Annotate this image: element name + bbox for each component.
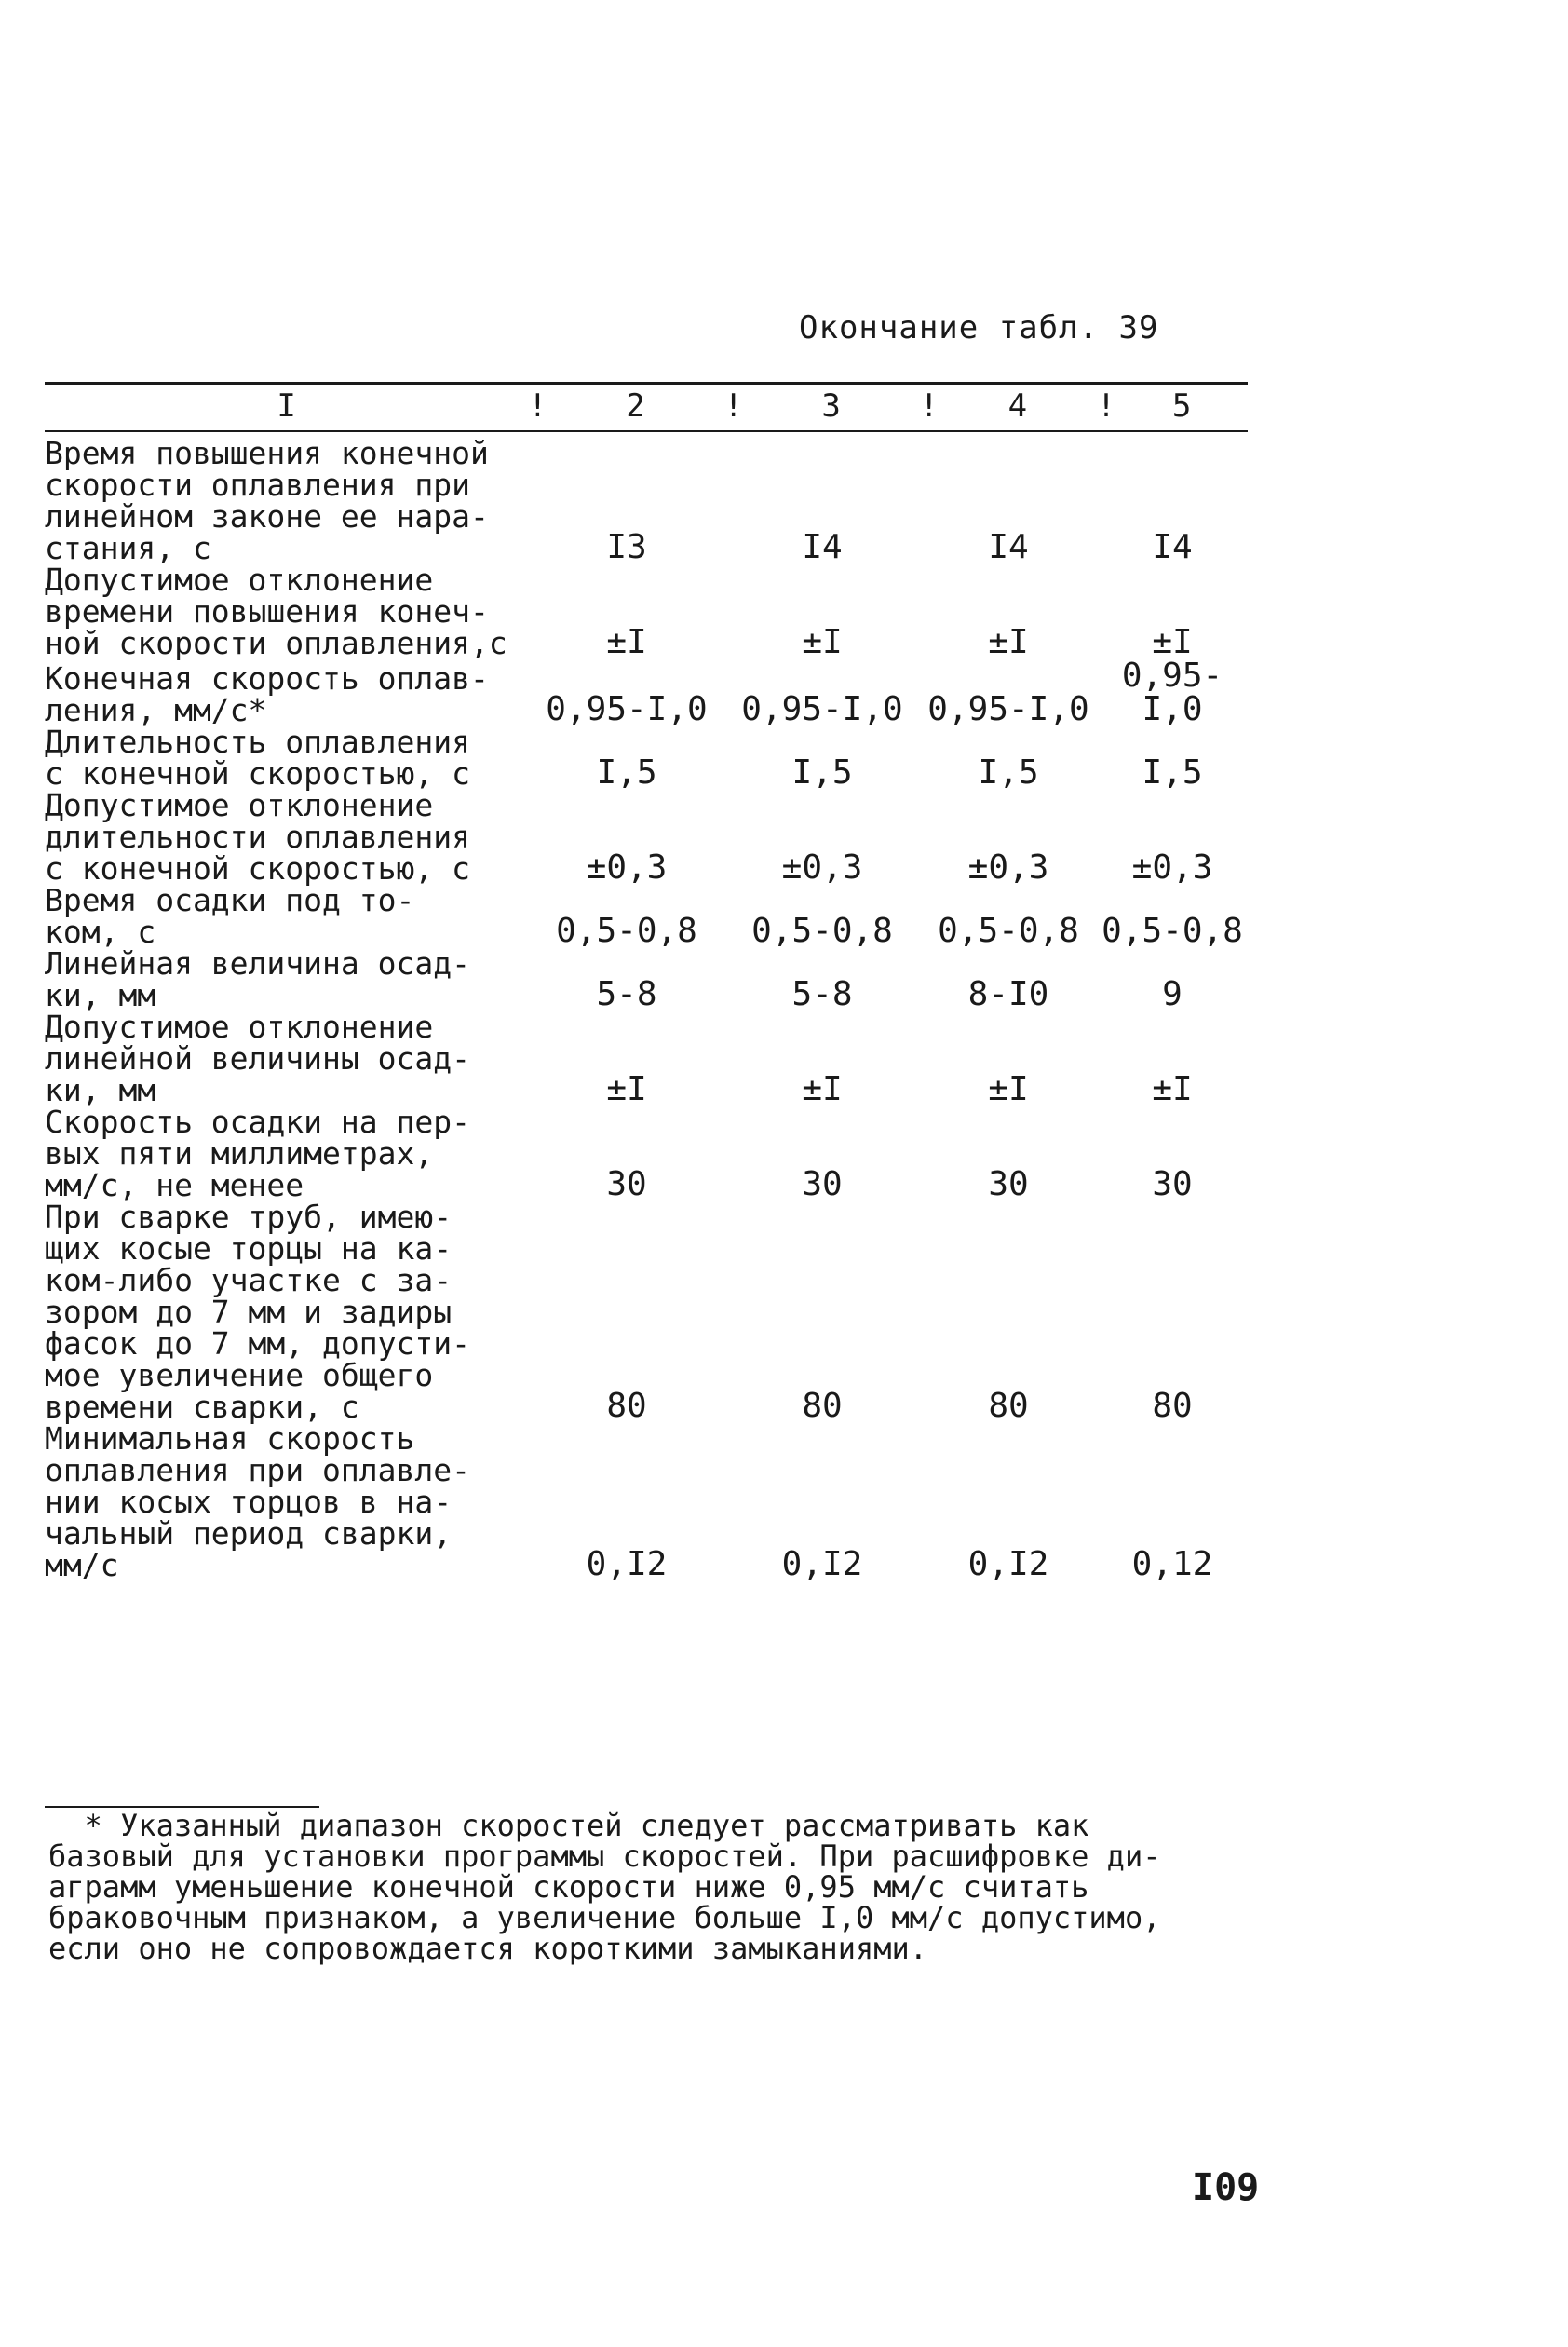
table-row — [45, 1106, 1248, 1201]
page-number: I09 — [1192, 2166, 1260, 2209]
row-label — [45, 1420, 529, 1583]
header-separator: ! — [919, 387, 939, 425]
row-label-line: мое увеличение общего — [45, 1357, 434, 1393]
row-label-line: зором до 7 мм и задиры — [45, 1294, 453, 1330]
table-row — [45, 1423, 1248, 1581]
table-row — [45, 948, 1248, 1011]
cell-col-2: ±0,3 — [586, 848, 668, 887]
table-caption: Окончание табл. 39 — [799, 309, 1159, 346]
row-label-line: с конечной скоростью, с — [45, 850, 470, 887]
row-label-line: Скорость осадки на пер- — [45, 1104, 470, 1140]
header-col-3: 3 — [821, 387, 841, 425]
cell-col-5: 80 — [1152, 1387, 1193, 1425]
row-label-line: Время повышения конечной — [45, 435, 489, 471]
row-label-line: ки, мм — [45, 1072, 156, 1108]
cell-col-2: 0,95-I,0 — [546, 690, 708, 728]
cell-col-2: ±I — [606, 623, 647, 661]
header-col-4: 4 — [1007, 387, 1028, 425]
row-label-line: щих косые торцы на ка- — [45, 1230, 453, 1267]
row-label-line: Конечная скорость оплав- — [45, 660, 489, 697]
cell-col-2: 80 — [606, 1387, 647, 1425]
row-label — [45, 659, 529, 726]
cell-col-3: 80 — [802, 1387, 843, 1425]
row-label-line: Допустимое отклонение — [45, 787, 434, 823]
row-label-line: линейном законе ее нара- — [45, 498, 489, 535]
row-label-line: мм/с — [45, 1547, 119, 1583]
table-row — [45, 790, 1248, 885]
table-row — [45, 1201, 1248, 1423]
row-label-line: времени сварки, с — [45, 1389, 359, 1425]
cell-col-3: ±I — [802, 1070, 843, 1108]
header-col-5: 5 — [1171, 387, 1192, 425]
cell-col-2: 0,I2 — [586, 1545, 668, 1583]
table-row — [45, 885, 1248, 948]
table-row — [45, 438, 1248, 564]
row-label-line: Допустимое отклонение — [45, 562, 434, 598]
cell-col-4: I4 — [988, 528, 1029, 566]
table-header-rule — [45, 430, 1248, 432]
cell-col-5: 0,5-0,8 — [1102, 912, 1243, 950]
cell-col-5: ±0,3 — [1131, 848, 1213, 887]
header-separator: ! — [528, 387, 547, 425]
header-separator: ! — [723, 387, 743, 425]
cell-col-5: I,5 — [1142, 753, 1203, 792]
cell-col-4: ±0,3 — [967, 848, 1049, 887]
header-separator: ! — [1096, 387, 1116, 425]
cell-col-4: 8-I0 — [967, 975, 1049, 1013]
row-label-line: ком, с — [45, 914, 156, 950]
table-top-rule — [45, 382, 1248, 385]
row-label-line: ком-либо участке с за- — [45, 1262, 453, 1298]
header-col-2: 2 — [626, 387, 645, 425]
row-label-line: скорости оплавления при — [45, 467, 470, 503]
cell-col-3: 0,I2 — [781, 1545, 863, 1583]
footnote-line: если оно не сопровождается короткими замыканиями. — [48, 1931, 928, 1966]
table-row — [45, 726, 1248, 790]
cell-col-4: 80 — [988, 1387, 1029, 1425]
cell-col-3: 30 — [802, 1165, 843, 1203]
row-label — [45, 435, 529, 566]
row-label-line: нии косых торцов в на- — [45, 1484, 453, 1520]
cell-col-4: 30 — [988, 1165, 1029, 1203]
cell-col-3: ±I — [802, 623, 843, 661]
footnote — [48, 1808, 1259, 1966]
cell-col-4: ±I — [988, 623, 1029, 661]
cell-col-4: ±I — [988, 1070, 1029, 1108]
row-label — [45, 882, 529, 950]
cell-col-4: 0,I2 — [967, 1545, 1049, 1583]
row-label-line: фасок до 7 мм, допусти- — [45, 1325, 470, 1362]
cell-col-3: 5-8 — [791, 975, 853, 1013]
row-label-line: с конечной скоростью, с — [45, 755, 470, 792]
row-label-line: Допустимое отклонение — [45, 1009, 434, 1045]
row-label-line: линейной величины осад- — [45, 1040, 470, 1077]
row-label-line: ления, мм/с* — [45, 692, 267, 728]
cell-col-4: 0,95-I,0 — [927, 690, 1089, 728]
cell-col-2: 30 — [606, 1165, 647, 1203]
cell-col-5: 0,95-I,0 — [1121, 657, 1223, 728]
table-row — [45, 564, 1248, 659]
cell-col-4: I,5 — [978, 753, 1039, 792]
table-row — [45, 1011, 1248, 1106]
row-label-line: чальный период сварки, — [45, 1515, 453, 1552]
cell-col-5: ±I — [1152, 1070, 1193, 1108]
row-label-line: мм/с, не менее — [45, 1167, 304, 1203]
row-label-line: вых пяти миллиметрах, — [45, 1135, 434, 1172]
row-label-line: длительности оплавления — [45, 819, 470, 855]
cell-col-2: I,5 — [596, 753, 657, 792]
cell-col-3: ±0,3 — [781, 848, 863, 887]
row-label — [45, 1011, 529, 1106]
row-label — [45, 945, 529, 1013]
footnote-line: * Указанный диапазон скоростей следует рассматривать как — [48, 1808, 1089, 1843]
header-col-1: I — [277, 387, 296, 425]
table-body — [45, 435, 1248, 1583]
footnote-line: базовый для установки программы скоростей. При расшифровке ди- — [48, 1838, 1161, 1874]
row-label-line: стания, с — [45, 530, 211, 566]
footnote-line: аграмм уменьшение конечной скорости ниже 0,95 мм/с считать — [48, 1869, 1089, 1905]
row-label-line: Длительность оплавления — [45, 724, 470, 760]
row-label — [45, 1106, 529, 1201]
row-label-line: времени повышения конеч- — [45, 593, 489, 630]
row-label — [45, 564, 529, 659]
cell-col-5: 9 — [1162, 975, 1183, 1013]
table-header — [45, 386, 1248, 427]
row-label-line: ки, мм — [45, 977, 156, 1013]
cell-col-5: I4 — [1152, 528, 1193, 566]
cell-col-2: 0,5-0,8 — [556, 912, 697, 950]
row-label-line: При сварке труб, имею- — [45, 1199, 453, 1235]
cell-col-5: 0,12 — [1131, 1545, 1213, 1583]
footnote-line: браковочным признаком, а увеличение больше I,0 мм/с допустимо, — [48, 1900, 1161, 1935]
table-row — [45, 659, 1248, 726]
row-label — [45, 787, 529, 887]
cell-col-2: ±I — [606, 1070, 647, 1108]
row-label — [45, 726, 529, 790]
cell-col-4: 0,5-0,8 — [938, 912, 1079, 950]
cell-col-5: 30 — [1152, 1165, 1193, 1203]
row-label-line: Минимальная скорость — [45, 1420, 415, 1457]
cell-col-3: 0,5-0,8 — [751, 912, 893, 950]
cell-col-2: 5-8 — [596, 975, 657, 1013]
cell-col-3: I4 — [802, 528, 843, 566]
row-label — [45, 1201, 529, 1423]
cell-col-5: ±I — [1152, 623, 1193, 661]
row-label-line: Время осадки под то- — [45, 882, 415, 918]
cell-col-3: I,5 — [791, 753, 853, 792]
row-label-line: оплавления при оплавле- — [45, 1452, 470, 1488]
cell-col-2: I3 — [606, 528, 647, 566]
row-label-line: ной скорости оплавления,с — [45, 625, 507, 661]
row-label-line: Линейная величина осад- — [45, 945, 470, 982]
cell-col-3: 0,95-I,0 — [741, 690, 903, 728]
